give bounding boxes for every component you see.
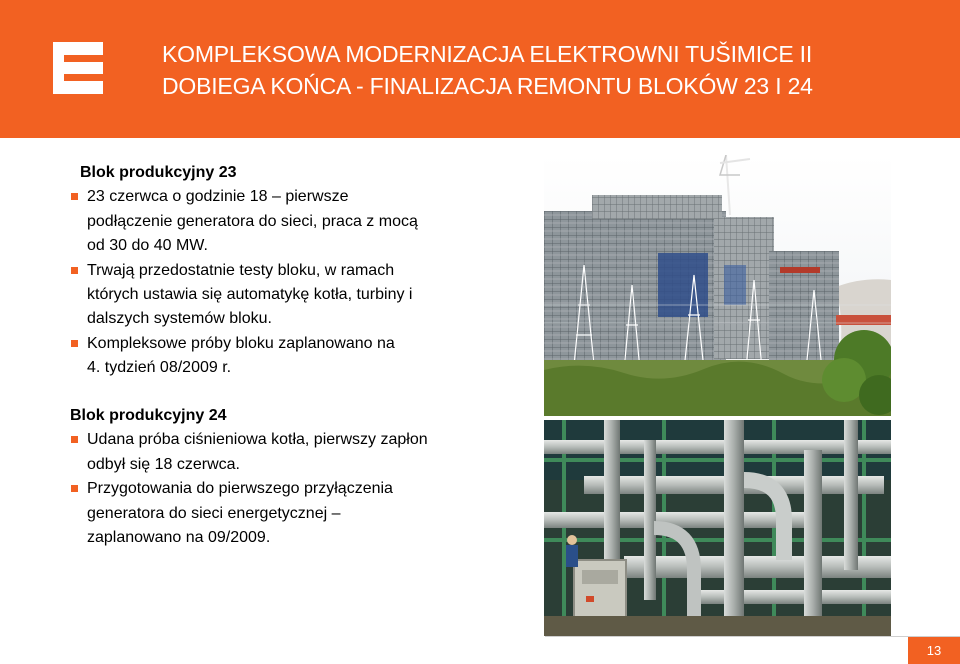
bullet-line: generatora do sieci energetycznej – <box>87 504 341 522</box>
bullet-line: Udana próba ciśnieniowa kotła, pierwszy zapłon <box>87 431 428 449</box>
bullet-line: 23 czerwca o godzinie 18 – pierwsze <box>87 188 349 206</box>
title-line-1: KOMPLEKSOWA MODERNIZACJA ELEKTROWNI TUŠIMICE II <box>162 41 813 67</box>
bullet-line: od 30 do 40 MW. <box>87 237 208 255</box>
bullet-line: Trwają przedostatnie testy bloku, w ramach <box>87 261 395 279</box>
list-item <box>70 332 490 381</box>
bullet-line: Kompleksowe próby bloku zaplanowano na <box>87 334 395 352</box>
list-item <box>70 428 490 477</box>
bullet-line: których ustawia się automatykę kotła, turbiny i <box>87 286 413 304</box>
block-24-section <box>70 404 490 550</box>
bullet-line: podłączenie generatora do sieci, praca z mocą <box>87 212 418 230</box>
block-24-bullets <box>70 428 490 550</box>
boiler-house-pipes-photo <box>544 420 891 636</box>
power-plant-construction-photo <box>544 155 891 416</box>
list-item <box>70 185 490 258</box>
title-line-2: DOBIEGA KOŃCA - FINALIZACJA REMONTU BLOKÓW 23 I 24 <box>162 73 813 99</box>
list-item <box>70 259 490 332</box>
block-24-heading: Blok produkcyjny 24 <box>70 407 227 424</box>
bullet-line: Przygotowania do pierwszego przyłączenia <box>87 480 393 498</box>
block-23-bullets <box>70 185 490 380</box>
block-23-heading: Blok produkcyjny 23 <box>80 164 237 181</box>
bullet-line: zaplanowano na 09/2009. <box>87 529 271 547</box>
cez-logo-icon <box>47 42 103 94</box>
bullet-line: 4. tydzień 08/2009 r. <box>87 359 232 377</box>
bullet-line: odbył się 18 czerwca. <box>87 455 240 473</box>
page-number: 13 <box>908 637 960 664</box>
page-title <box>162 38 813 102</box>
footer-divider <box>545 636 960 637</box>
header-bar <box>0 0 960 138</box>
list-item <box>70 477 490 550</box>
bullet-line: dalszych systemów bloku. <box>87 310 272 328</box>
block-23-section <box>70 161 490 381</box>
